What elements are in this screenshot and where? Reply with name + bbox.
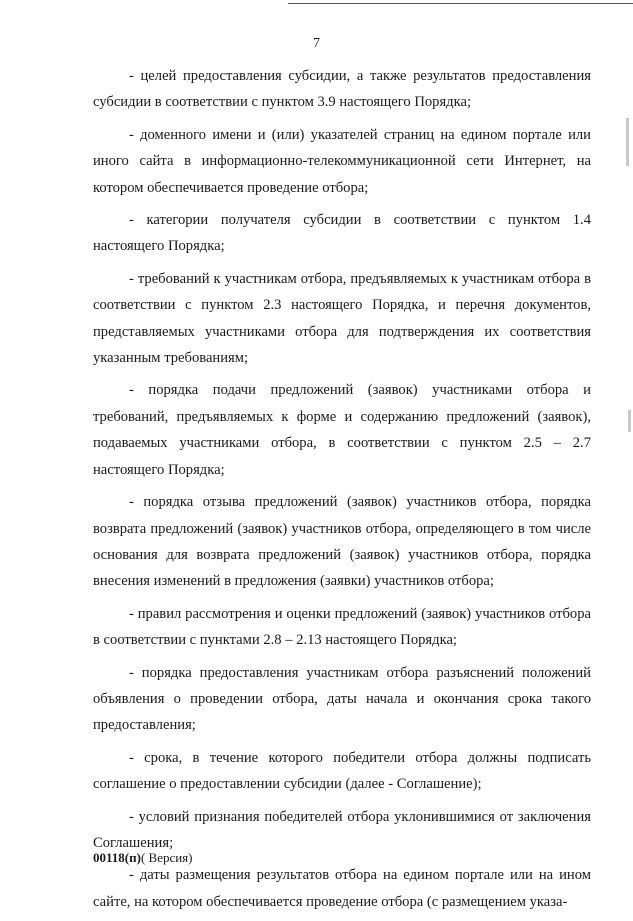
list-item: - порядка отзыва предложений (заявок) участников отбора, порядка возврата предложений (заявок) участников отбора, определяющего в том числе основания для возврата предложений (заявок) участников отбора, порядка внесения изменений в предложения (заявки) участников отбора; — [93, 494, 591, 590]
document-code: 00118(п) — [93, 850, 141, 865]
list-item: - требований к участникам отбора, предъявляемых к участникам отбора в соответствии с пунктом 2.3 настоящего Порядка, и перечня документов, представляемых участниками отбора для подтверждения их соответствия указанным требованиям; — [93, 270, 591, 367]
list-item: - правил рассмотрения и оценки предложений (заявок) участников отбора в соответствии с пунктами 2.8 – 2.13 настоящего Порядка; — [93, 605, 591, 649]
document-body — [93, 63, 591, 921]
page-number: 7 — [313, 36, 320, 51]
list-item: - целей предоставления субсидии, а также результатов предоставления субсидии в соответствии с пунктом 3.9 настоящего Порядка; — [93, 68, 591, 111]
document-footer — [93, 850, 193, 866]
document-version: ( Версия) — [140, 850, 193, 865]
list-item: - порядка предоставления участникам отбора разъяснений положений объявления о проведении отбора, даты начала и окончания срока такого предоставления; — [93, 664, 591, 734]
list-item: - срока, в течение которого победители отбора должны подписать соглашение о предоставлении субсидии (далее - Соглашение); — [93, 749, 591, 793]
list-item: - условий признания победителей отбора уклонившимися от заключения Соглашения; — [93, 808, 591, 851]
list-item: - даты размещения результатов отбора на едином портале или на ином сайте, на котором обеспечивается проведение отбора (с размещением указа- — [93, 867, 591, 910]
list-item: - категории получателя субсидии в соответствии с пунктом 1.4 настоящего Порядка; — [93, 212, 591, 255]
list-item: - порядка подачи предложений (заявок) участниками отбора и требований, предъявляемых к форме и содержанию предложений (заявок), подаваемых участниками отбора, в соответствии с пунктом 2.5 – 2.7 настоящего Порядка; — [93, 382, 591, 478]
scan-edge-mark — [628, 410, 631, 432]
scan-edge-mark — [626, 118, 629, 166]
top-edge-rule — [288, 3, 633, 4]
list-item: - доменного имени и (или) указателей страниц на едином портале или иного сайта в информационно-телекоммуникационной сети Интернет, на котором обеспечивается проведение отбора; — [93, 126, 591, 196]
